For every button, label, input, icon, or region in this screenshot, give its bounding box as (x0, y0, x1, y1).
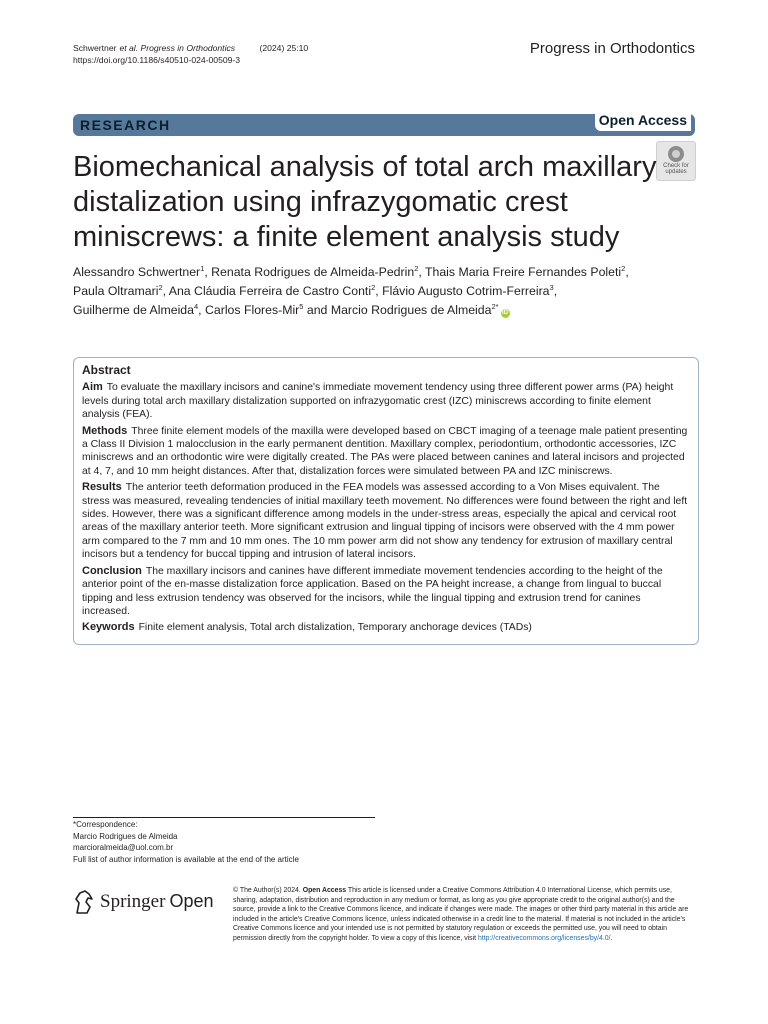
springer-open-logo[interactable] (73, 887, 223, 921)
author-affiliation: 2 (371, 283, 376, 292)
author-name[interactable]: Ana Cláudia Ferreira de Castro Conti (168, 284, 372, 298)
abstract-aim (82, 381, 690, 421)
author-affiliation: 2* (491, 302, 499, 311)
license-end: . (610, 934, 613, 942)
license-statement (233, 886, 695, 943)
header-doi-link[interactable]: https://doi.org/10.1186/s40510-024-00509-3 (73, 55, 241, 65)
header-year-volume: (2024) 25:10 (259, 43, 309, 53)
license-link[interactable]: http://creativecommons.org/licenses/by/4.0/ (477, 934, 611, 942)
license-oa: Open Access (302, 887, 347, 894)
author-affiliation: 4 (193, 302, 199, 311)
section-label: Results (82, 481, 122, 494)
journal-name: Progress in Orthodontics (529, 40, 695, 57)
correspondence-email[interactable]: marcioralmeida@uol.com.br (73, 843, 174, 852)
author-affiliation: 5 (299, 302, 304, 311)
author-name[interactable]: Guilherme de Almeida (73, 303, 194, 317)
author-affiliation: 2 (414, 264, 419, 273)
abstract-keywords (82, 621, 690, 634)
section-text: Three finite element models of the maxilla were developed based on CBCT imaging of a teenage male patient presenting a Class II Division 1 malocclusion in the early permanent dentition. Maxillary complex, periodontium, orthodontic accessories, IZC miniscrews and an orthodontic wire were digitally created. The PAs were placed between canines and lateral incisors and projected at 4, 7, and 10 mm height distances. After that, distalization forces were simulated between PA and IZC miniscrews. (82, 425, 688, 477)
publisher-name: Springer (100, 891, 166, 912)
author-affiliation: 2 (158, 283, 163, 292)
section-text: To evaluate the maxillary incisors and canine's immediate movement tendency using three different power arms (PA) height levels during total arch maxillary distalization supported on infrazygomatic crest (IZC) miniscrews according to finite element analysis (FEA). (82, 382, 674, 421)
orcid-icon[interactable]: iD (502, 310, 509, 316)
author-name[interactable]: Carlos Flores-Mir (205, 303, 300, 317)
author-name[interactable]: Marcio Rodrigues de Almeida (330, 303, 492, 317)
abstract-heading: Abstract (82, 363, 131, 377)
check-updates-line1: Check for (663, 163, 689, 169)
license-text: This article is licensed under a Creative Commons Attribution 4.0 International License, which permits use, sharing, adaptation, distribution and reproduction in any medium or format, as long as you give appropriate credit to the original author(s) and the source, provide a link to the Creative Commons licence, and indicate if changes were made. The images or other third party material in this article are included in the article's Creative Commons licence, unless indicated otherwise in a credit line to the material. If material is not included in the article's Creative Commons licence and your intended use is not permitted by statutory regulation or exceeds the permitted use, you will need to obtain permission directly from the copyright holder. To view a copy of this licence, visit (233, 887, 689, 942)
section-label: Keywords (82, 621, 135, 634)
section-label: Methods (82, 424, 128, 437)
author-affiliation: 1 (200, 264, 205, 273)
check-updates-line2: updates (665, 169, 687, 175)
author-name[interactable]: Thais Maria Freire Fernandes Poleti (424, 265, 622, 279)
author-list: Alessandro Schwertner$^1$, Renata Rodrigues de Almeida-Pedrin$^2$, Thais Maria Freire Fernandes Poleti$^2$, Paula Oltramari$^2$, Ana Cláudia Ferreira de Castro Conti$^2$, Flávio Augusto Cotrim-Ferreira$^3$, Guilherme de Almeida$^4$, Carlos Flores-Mir$^5$ and Marcio Rodrigues de Almeida$^{2*}$iD (73, 264, 629, 317)
author-name[interactable]: Flávio Augusto Cotrim-Ferreira (382, 284, 550, 298)
check-updates-icon (668, 146, 684, 162)
correspondence-label: *Correspondence: (73, 820, 138, 829)
author-name[interactable]: Paula Oltramari (73, 284, 159, 298)
footnote-divider (73, 817, 375, 818)
section-text: The anterior teeth deformation produced in the FEA models was assessed according to a Von Mises equivalent. The stress was measured, revealing tendencies of initial maxillary teeth movement. No differences were found between the right and left sides. However, there was a significant difference among models in the under-stress areas, especially the apical and cervical root areas of the maxillary anterior teeth. More significant extrusion and lingual tipping of incisors were observed with the 4 mm power arm compared to the 7 mm and 10 mm ones. The 10 mm power arm did not show any tendency for extrusion of maxillary central incisors but a tendency for buccal tipping and intrusion of lateral incisors. (82, 482, 688, 561)
publisher-open: Open (169, 891, 214, 911)
article-title: Biomechanical analysis of total arch maxillary distalization using infrazygomatic crest miniscrews: a finite element analysis study (73, 151, 657, 253)
open-access-badge: Open Access (595, 109, 691, 131)
springer-horse-icon (73, 889, 95, 915)
article-type-label: RESEARCH (80, 117, 171, 133)
section-text: The maxillary incisors and canines have different immediate movement tendencies according to the height of the anterior point of the en-masse distalization force application. Based on the PA height increase, a change from lingual to buccal tipping and less extrusion tendency was observed for the incisors, while the lingual tipping and extrusion trend for canines increased. (82, 565, 663, 617)
section-label: Aim (82, 381, 103, 394)
header-authors: Schwertner (73, 43, 117, 53)
header-etal: et al. (119, 43, 139, 53)
running-header-citation (73, 42, 311, 66)
author-info-note: Full list of author information is available at the end of the article (73, 854, 299, 864)
correspondence-footnote (73, 819, 299, 865)
article-type-band (73, 114, 695, 136)
abstract-methods (82, 425, 690, 479)
author-name[interactable]: Renata Rodrigues de Almeida-Pedrin (211, 265, 415, 279)
author-and: and (306, 303, 328, 317)
abstract-results (82, 481, 690, 561)
section-label: Conclusion (82, 564, 142, 577)
author-name[interactable]: Alessandro Schwertner (73, 265, 201, 279)
abstract-box (73, 357, 699, 645)
license-prefix: © The Author(s) 2024. (233, 887, 301, 894)
correspondence-name: Marcio Rodrigues de Almeida (73, 831, 178, 841)
author-affiliation: 3 (549, 283, 554, 292)
header-journal: Progress in Orthodontics (140, 43, 236, 53)
abstract-conclusion (82, 565, 690, 619)
section-text: Finite element analysis, Total arch distalization, Temporary anchorage devices (TADs) (138, 622, 532, 634)
author-affiliation: 2 (621, 264, 626, 273)
